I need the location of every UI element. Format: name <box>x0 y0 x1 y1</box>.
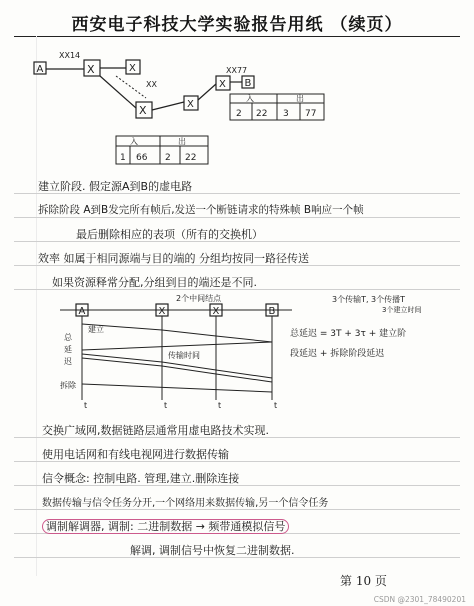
body-line-4 <box>42 494 328 509</box>
note-teardown-cont: 最后删除相应的表项（所有的交换机） <box>76 228 263 241</box>
timing-diagram <box>20 292 460 412</box>
body-line-text: 使用电话网和有线电视网进行数据传输 <box>42 448 229 461</box>
body-line-text: 信令概念: 控制电路. 管理,建立.删除连接 <box>42 472 240 485</box>
modem-highlight: 调制解调器, 调制: 二进制数据 → 频带通模拟信号 <box>42 519 289 534</box>
table-1-header-in: 入 <box>130 137 138 146</box>
body-line-text: 交换广域网,数据链路层通常用虚电路技术实现. <box>42 424 269 437</box>
note-teardown: 拆除阶段 A到B发完所有帧后,发送一个断链请求的特殊帧 B响应一个帧 <box>38 204 364 216</box>
switch-1-label: X <box>87 63 95 76</box>
node-a-label: A <box>36 64 44 75</box>
table-2-header-in: 入 <box>246 94 254 103</box>
label-delay-2: 迟 <box>64 357 72 366</box>
ruled-line <box>14 217 460 218</box>
body-line-text: 数据传输与信令任务分开,一个网络用来数据传输,另一个信令任务 <box>42 498 329 509</box>
body-line-5 <box>42 518 289 534</box>
table-2-header-out: 出 <box>296 94 304 103</box>
formula-cont: 段延迟 + 拆除阶段延迟 <box>290 349 385 359</box>
time-axis-b: t <box>274 401 278 410</box>
timing-switch-2: X <box>212 306 220 317</box>
time-axis-a: t <box>84 401 88 410</box>
body-line-2 <box>42 446 229 462</box>
label-transmission: 传输时间 <box>168 351 200 360</box>
title-rule <box>14 36 460 37</box>
note-efficiency-cont: 如果资源释常分配,分组到目的端还是不同. <box>52 276 257 289</box>
body-line-3 <box>42 470 239 486</box>
note-efficiency: 效率 如属于相同源端与目的端的 分组均按同一路径传送 <box>38 252 309 265</box>
body-line-text: 解调, 调制信号中恢复二进制数据. <box>130 544 295 557</box>
timing-switch-1: X <box>158 306 166 317</box>
label-delay-1: 延 <box>64 345 72 354</box>
label-teardown: 拆除 <box>60 381 76 390</box>
table-1-cell: 1 <box>120 153 126 163</box>
table-tag-3: XX <box>146 80 157 89</box>
table-1-cell: 2 <box>165 153 171 163</box>
switch-3-label: X <box>139 104 147 117</box>
timing-node-a: A <box>78 306 86 317</box>
switch-2-label: X <box>129 63 136 74</box>
note-setup: 建立阶段. 假定源A到B的虚电路 <box>38 180 193 193</box>
label-setup: 建立 <box>88 325 104 334</box>
table-tag-1: XX14 <box>59 51 81 60</box>
table-tag-2: XX77 <box>226 66 248 75</box>
node-b-label: B <box>244 78 252 89</box>
watermark: CSDN @2301_78490201 <box>373 595 466 604</box>
table-2-cell: 77 <box>305 109 317 119</box>
top-annotation: 2个中间结点 <box>176 294 222 303</box>
right-note-1: 3个传输T, 3个传播T <box>332 295 406 304</box>
timing-node-b: B <box>268 306 276 317</box>
table-2-cell: 2 <box>236 109 242 119</box>
switch-4-label: X <box>187 99 194 110</box>
table-2-cell: 3 <box>283 109 289 119</box>
table-1-cell: 22 <box>185 153 197 163</box>
body-line-6 <box>130 542 295 558</box>
formula: 总延迟 = 3T + 3τ + 建立阶 <box>290 329 407 339</box>
time-axis-x2: t <box>218 401 222 410</box>
table-1-cell: 66 <box>136 153 148 163</box>
time-axis-x1: t <box>164 401 168 410</box>
body-line-1 <box>42 422 269 438</box>
label-total: 总 <box>64 333 72 342</box>
page-number: 第 10 页 <box>340 574 387 588</box>
table-1-header-out: 出 <box>178 137 186 146</box>
table-2-cell: 22 <box>256 109 268 119</box>
ruled-line <box>14 509 460 510</box>
page-title: 西安电子科技大学实验报告用纸 （续页） <box>71 15 403 35</box>
network-diagram <box>20 40 460 170</box>
right-note-2: 3个建立时间 <box>382 306 422 314</box>
switch-5-label: X <box>219 79 226 90</box>
